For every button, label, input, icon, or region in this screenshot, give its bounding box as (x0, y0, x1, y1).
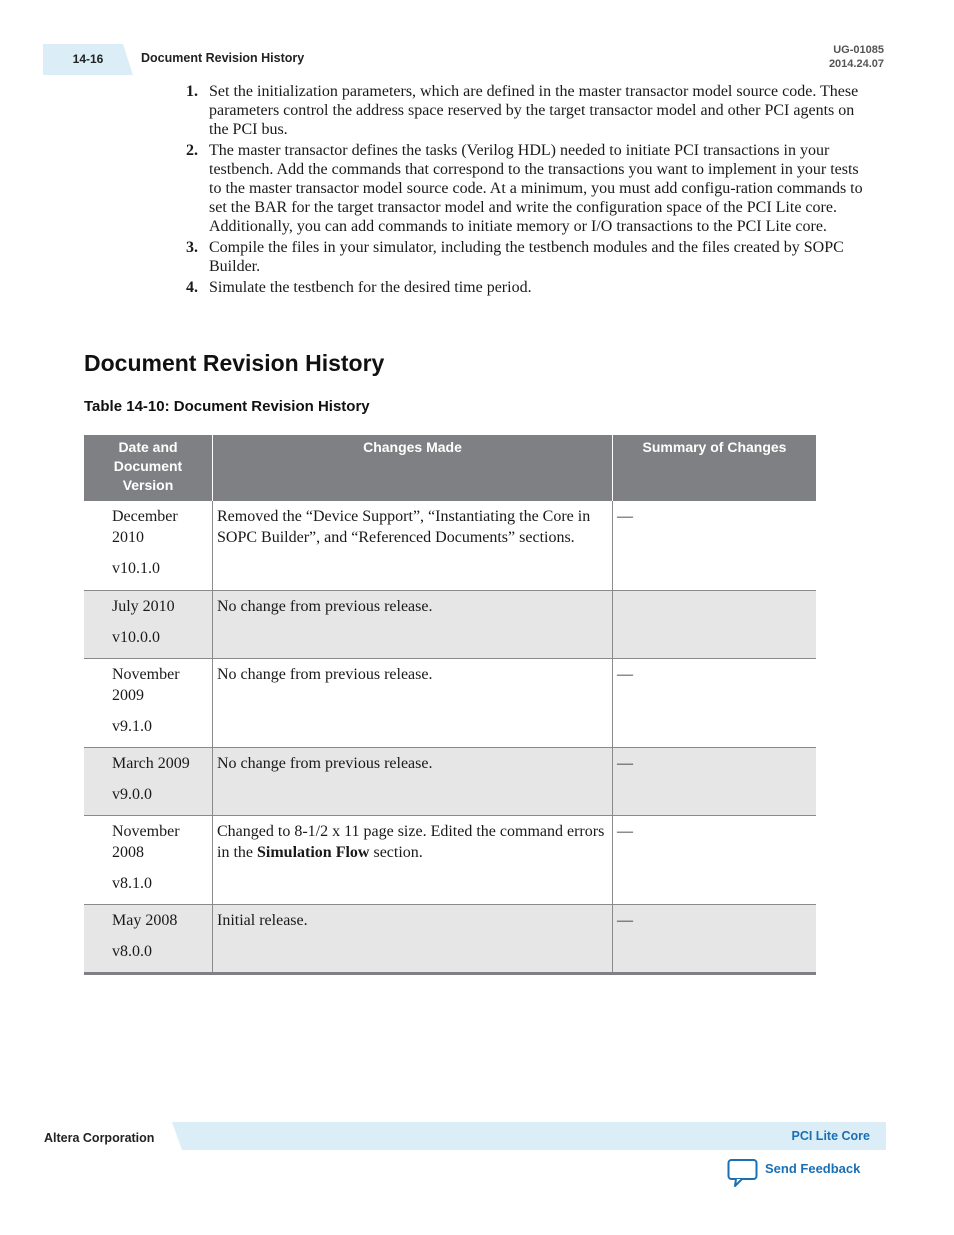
summary-cell: — (613, 501, 817, 590)
step-text: The master transactor defines the tasks (Verilog HDL) needed to initiate PCI transactions in your testbench. Add the commands that correspond to the transactions you want to implement in your tests to the master transactor model source code. At a minimum, you must add configu-ration commands to set the BAR for the target transactor model and write the configuration space of the PCI Lite core. Additionally, you can add commands to initiate memory or I/O transactions to the PCI Lite core. (209, 142, 863, 235)
column-header-date: Date and Document Version (84, 435, 213, 501)
step-item (186, 278, 870, 297)
date-cell (84, 815, 213, 904)
table-row (84, 747, 816, 815)
column-header-changes: Changes Made (213, 435, 613, 501)
revision-date: March 2009 (112, 754, 190, 772)
section-title: Document Revision History (84, 350, 385, 376)
changes-cell (213, 590, 613, 658)
date-cell (84, 501, 213, 590)
summary-cell: — (613, 904, 817, 973)
column-header-summary: Summary of Changes (613, 435, 817, 501)
changes-link-text: Simulation Flow (257, 843, 370, 861)
summary-cell: — (613, 747, 817, 815)
doc-date: 2014.24.07 (828, 58, 884, 70)
summary-cell: — (613, 815, 817, 904)
running-section-title: Document Revision History (141, 51, 305, 65)
changes-cell (213, 815, 613, 904)
changes-text: No change from previous release. (217, 754, 433, 772)
date-cell (84, 590, 213, 658)
changes-text: Changed to 8-1/2 x 11 page size. Edited the command errors in the (217, 822, 605, 861)
table-row (84, 658, 816, 747)
step-number: 2. (186, 142, 198, 159)
step-text: Simulate the testbench for the desired time period. (209, 279, 532, 296)
step-number: 3. (186, 239, 198, 256)
table-header-row (84, 435, 816, 501)
revision-version: v8.0.0 (112, 942, 152, 960)
step-text: Set the initialization parameters, which are defined in the master transactor model source code. These parameters control the address space reserved by the target transactor model and other PCI agents on the PCI bus. (209, 83, 859, 138)
date-cell (84, 747, 213, 815)
step-number: 4. (186, 279, 198, 296)
date-cell (84, 904, 213, 973)
table-row (84, 590, 816, 658)
changes-text: No change from previous release. (217, 597, 433, 615)
changes-text: Initial release. (217, 911, 308, 929)
changes-cell (213, 658, 613, 747)
revision-date: July 2010 (112, 597, 175, 615)
revision-date: November 2008 (112, 822, 180, 861)
revision-version: v9.0.0 (112, 785, 152, 803)
table-row (84, 501, 816, 590)
changes-text: Removed the “Device Support”, “Instantiating the Core in SOPC Builder”, and “Referenced Documents” sections. (217, 508, 591, 546)
summary-cell: — (613, 658, 817, 747)
doc-id: UG-01085 (833, 44, 884, 56)
send-feedback-label: Send Feedback (765, 1161, 861, 1176)
table-caption: Table 14-10: Document Revision History (84, 398, 370, 415)
table-row (84, 815, 816, 904)
revision-version: v10.1.0 (112, 560, 160, 577)
step-item (186, 238, 870, 276)
changes-cell (213, 904, 613, 973)
footer-product-link[interactable]: PCI Lite Core (791, 1129, 870, 1143)
step-text: Compile the files in your simulator, including the testbench modules and the files created by SOPC Builder. (209, 239, 844, 275)
step-list (186, 82, 870, 299)
changes-cell (213, 747, 613, 815)
revision-date: May 2008 (112, 911, 178, 929)
revision-version: v8.1.0 (112, 874, 152, 892)
step-item (186, 141, 870, 236)
step-item (186, 82, 870, 139)
changes-cell (213, 501, 613, 590)
speech-bubble-icon (727, 1158, 759, 1188)
revision-date: December 2010 (112, 508, 178, 546)
revision-version: v9.1.0 (112, 717, 152, 735)
footer-band (172, 1122, 886, 1150)
page-number: 14-16 (72, 52, 104, 66)
changes-text-tail: section. (369, 843, 423, 861)
step-number: 1. (186, 83, 198, 100)
changes-text: No change from previous release. (217, 665, 433, 683)
footer-company: Altera Corporation (44, 1131, 155, 1145)
revision-date: November 2009 (112, 665, 180, 704)
revision-table (84, 435, 816, 975)
revision-version: v10.0.0 (112, 628, 160, 646)
date-cell (84, 658, 213, 747)
table-row (84, 904, 816, 973)
summary-cell (613, 590, 817, 658)
doc-id-block (829, 43, 884, 71)
